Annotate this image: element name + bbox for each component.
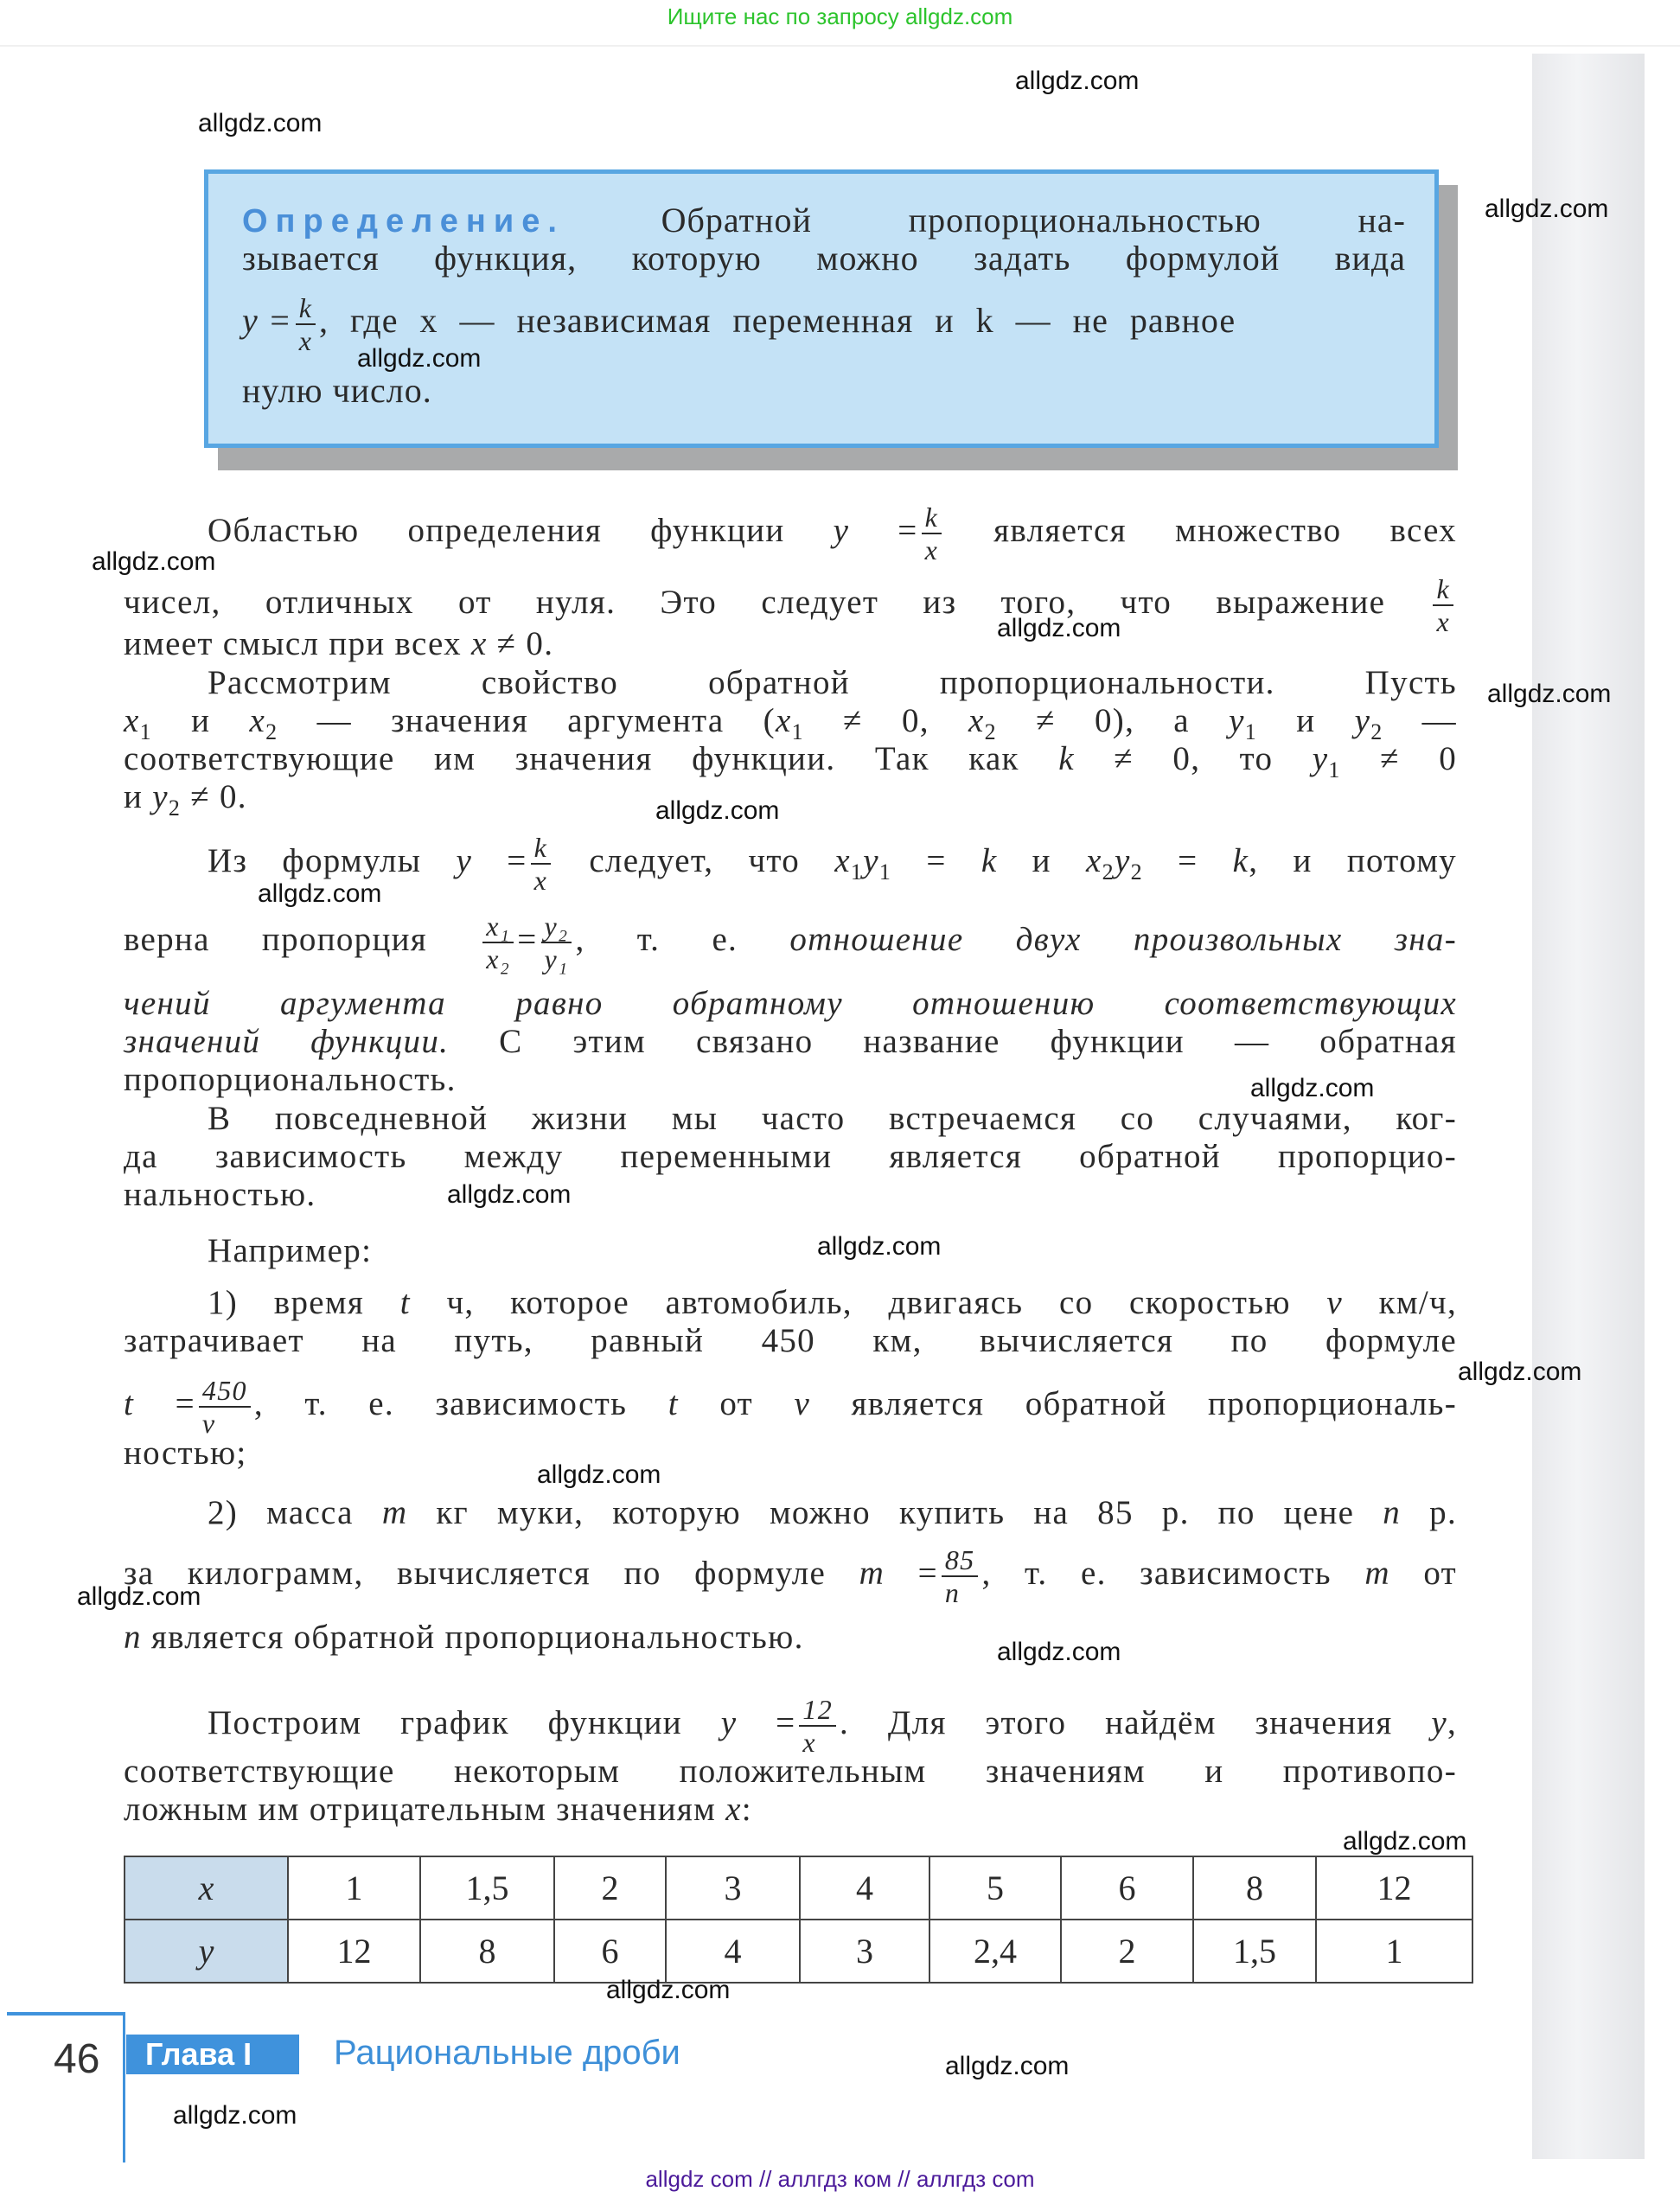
fraction xyxy=(541,910,572,974)
subscript: 2 xyxy=(1130,859,1143,885)
fraction-numerator: 85 xyxy=(942,1544,979,1577)
text-segment: является обратной пропорциональ- xyxy=(810,1384,1457,1422)
subscript: 1 xyxy=(1244,719,1258,744)
text-segment: ≠ 0), а xyxy=(996,702,1230,739)
math-variable: x xyxy=(1086,841,1102,879)
watermark: allgdz.com xyxy=(537,1460,661,1489)
watermark: allgdz.com xyxy=(258,879,382,908)
fraction xyxy=(482,910,514,974)
math-variable: значений функции. xyxy=(124,1023,450,1060)
text-segment: , т. е. зависимость xyxy=(253,1384,668,1422)
definition-text: , где x — независимая переменная и k — не равное xyxy=(318,301,1236,341)
body-line xyxy=(124,1135,1457,1179)
table-cell: 5 xyxy=(929,1856,1061,1920)
body-line xyxy=(124,1694,1457,1758)
body-line xyxy=(124,1375,1457,1439)
text-segment: Из формулы xyxy=(208,841,457,879)
text-segment: = xyxy=(737,1703,796,1741)
math-variable: k xyxy=(1232,841,1249,879)
text-segment: Построим график функции xyxy=(208,1703,721,1741)
y-header: y xyxy=(125,1920,288,1983)
table-cell: 1 xyxy=(288,1856,420,1920)
text-segment: и xyxy=(151,702,250,739)
math-variable: v xyxy=(1326,1284,1344,1321)
math-variable: y xyxy=(1229,702,1245,739)
watermark: allgdz.com xyxy=(447,1180,572,1209)
body-line xyxy=(124,1097,1457,1140)
text-segment: — значения аргумента ( xyxy=(278,702,776,739)
footer-rule-horizontal xyxy=(7,2012,125,2016)
math-variable: t xyxy=(399,1284,411,1321)
text-segment: Например: xyxy=(208,1232,373,1269)
fraction-denominator: y₁ xyxy=(544,943,569,974)
table-cell: 8 xyxy=(420,1920,554,1983)
subscript: 1 xyxy=(139,719,152,744)
watermark: allgdz.com xyxy=(1015,67,1140,95)
body-line xyxy=(124,501,1457,565)
text-segment: является множество всех xyxy=(945,511,1457,549)
table-cell: 12 xyxy=(1316,1856,1472,1920)
fraction xyxy=(799,1694,836,1758)
math-variable: m xyxy=(859,1554,885,1592)
fraction-denominator: x xyxy=(1436,606,1450,637)
text-segment: — xyxy=(1383,702,1457,739)
table-cell: 2 xyxy=(554,1856,666,1920)
fraction-denominator: x xyxy=(802,1727,816,1758)
math-variable: m xyxy=(381,1494,408,1531)
watermark: allgdz.com xyxy=(655,796,780,825)
fraction-denominator: x xyxy=(298,325,312,356)
math-variable: k xyxy=(981,841,998,879)
text-segment: ≠ 0 xyxy=(1340,740,1457,777)
definition-line-2: зывается функция, которую можно задать формулой вида xyxy=(242,239,1406,278)
text-segment: 1) время xyxy=(208,1284,400,1321)
math-variable: m xyxy=(1364,1554,1390,1592)
math-variable: отношение двух произвольных зна- xyxy=(789,920,1457,958)
table-cell: 4 xyxy=(666,1920,800,1983)
body-line xyxy=(124,1492,1457,1535)
body-line xyxy=(124,1020,1457,1064)
text-segment: Рассмотрим свойство обратной пропорциональности. Пусть xyxy=(208,664,1457,701)
fraction-numerator: k xyxy=(296,292,316,325)
text-segment: 2) масса xyxy=(208,1494,382,1531)
body-line xyxy=(124,1616,1457,1659)
fraction-denominator: x xyxy=(924,534,939,565)
body-line xyxy=(124,623,1457,666)
math-variable: y xyxy=(1114,841,1131,879)
watermark: allgdz.com xyxy=(357,344,482,373)
text-segment: ≠ 0, то xyxy=(1074,740,1313,777)
definition-text: Обратной пропорциональностью на- xyxy=(661,201,1406,240)
watermark: allgdz.com xyxy=(997,1638,1121,1666)
watermark: allgdz.com xyxy=(945,2052,1070,2080)
fraction-numerator: k xyxy=(1433,573,1453,606)
math-variable: n xyxy=(1383,1494,1402,1531)
text-segment: , xyxy=(1447,1703,1457,1741)
table-cell: 4 xyxy=(800,1856,929,1920)
math-variable: x xyxy=(834,841,851,879)
subscript: 1 xyxy=(878,859,892,885)
body-line xyxy=(124,1750,1457,1793)
fraction xyxy=(922,501,942,565)
text-segment: км/ч, xyxy=(1343,1284,1457,1321)
text-segment: пропорциональность. xyxy=(124,1061,457,1098)
subscript: 2 xyxy=(265,719,278,744)
text-segment: и xyxy=(1257,702,1355,739)
fraction-numerator: 450 xyxy=(199,1375,251,1408)
fraction-numerator: 12 xyxy=(799,1694,836,1727)
math-variable: y xyxy=(720,1703,738,1741)
body-line xyxy=(124,661,1457,705)
chapter-label: Глава I xyxy=(126,2035,299,2074)
fraction-denominator: v xyxy=(201,1408,216,1439)
text-segment: = xyxy=(517,920,538,958)
fraction xyxy=(531,832,552,896)
math-variable: t xyxy=(668,1384,679,1422)
text-segment: да зависимость между переменными является обратной пропорцио- xyxy=(124,1138,1457,1175)
text-segment: р. xyxy=(1401,1494,1458,1531)
table-cell: 8 xyxy=(1193,1856,1316,1920)
page-number: 46 xyxy=(54,2036,100,2082)
text-segment: верна пропорция xyxy=(124,920,480,958)
fraction-denominator: x xyxy=(533,865,548,896)
text-segment: = xyxy=(472,841,527,879)
text-segment: = xyxy=(1142,841,1233,879)
text-segment: следует, что xyxy=(554,841,835,879)
watermark: allgdz.com xyxy=(1458,1358,1582,1386)
definition-title: Определение. xyxy=(242,203,565,240)
text-segment: ≠ 0, xyxy=(803,702,968,739)
watermark: allgdz.com xyxy=(1343,1827,1467,1856)
formula-lhs: y = xyxy=(242,301,292,341)
subscript: 2 xyxy=(984,719,997,744)
math-variable: x xyxy=(968,702,985,739)
watermark: allgdz.com xyxy=(1485,195,1609,223)
subscript: 1 xyxy=(1328,757,1341,783)
watermark: allgdz.com xyxy=(198,109,323,137)
text-segment: ≠ 0. xyxy=(181,778,247,815)
text-segment: В повседневной жизни мы часто встречаемся со случаями, ког- xyxy=(208,1100,1457,1137)
text-segment: : xyxy=(741,1791,752,1828)
table-cell: 2 xyxy=(1061,1920,1193,1983)
math-variable: x xyxy=(775,702,792,739)
subscript: 2 xyxy=(1102,859,1115,885)
fraction-numerator: y₂ xyxy=(541,910,572,943)
math-variable: чений аргумента равно обратному отношению соответствующих xyxy=(124,985,1457,1022)
table-cell: 1 xyxy=(1316,1920,1472,1983)
table-cell: 3 xyxy=(800,1920,929,1983)
math-variable: y xyxy=(152,778,169,815)
text-segment: является обратной пропорциональностью. xyxy=(141,1619,804,1656)
table-cell: 1,5 xyxy=(1193,1920,1316,1983)
math-variable: t xyxy=(124,1384,135,1422)
top-banner[interactable]: Ищите нас по запросу allgdz.com xyxy=(667,3,1013,29)
subscript: 2 xyxy=(168,795,182,821)
table-cell: 12 xyxy=(288,1920,420,1983)
text-segment: С этим связано название функции — обратная xyxy=(449,1023,1457,1060)
text-segment: ч, которое автомобиль, двигаясь со скоростью xyxy=(410,1284,1327,1321)
fraction-numerator: k xyxy=(922,501,942,534)
text-segment: , т. е. зависимость xyxy=(981,1554,1365,1592)
text-segment: Областью определения функции xyxy=(208,511,834,549)
math-variable: x xyxy=(471,625,488,662)
text-segment: = xyxy=(134,1384,195,1422)
math-variable: k xyxy=(1058,740,1075,777)
footer-rule-vertical xyxy=(123,2014,125,2162)
watermark: allgdz.com xyxy=(77,1582,201,1611)
text-segment: чисел, отличных от нуля. Это следует из того, что выражение xyxy=(124,583,1430,621)
fraction-denominator: n xyxy=(944,1577,961,1608)
values-table xyxy=(124,1856,1473,1984)
fraction xyxy=(942,1544,979,1608)
watermark: allgdz.com xyxy=(173,2101,297,2130)
table-cell: 1,5 xyxy=(420,1856,554,1920)
math-variable: y xyxy=(863,841,879,879)
body-line xyxy=(124,1319,1457,1363)
math-variable: x xyxy=(725,1791,742,1828)
definition-line-1 xyxy=(242,199,1406,242)
watermark: allgdz.com xyxy=(817,1232,942,1261)
x-header: x xyxy=(125,1856,288,1920)
table-cell: 6 xyxy=(554,1920,666,1983)
math-variable: y xyxy=(1354,702,1371,739)
text-segment: , т. е. xyxy=(575,920,790,958)
definition-line-3 xyxy=(242,292,1406,356)
text-segment: за килограмм, вычисляется по формуле xyxy=(124,1554,859,1592)
math-variable: y xyxy=(456,841,473,879)
text-segment: = xyxy=(891,841,981,879)
math-variable: y xyxy=(1312,740,1329,777)
text-segment: затрачивает на путь, равный 450 км, вычисляется по формуле xyxy=(124,1322,1457,1359)
table-cell: 3 xyxy=(666,1856,800,1920)
text-segment: ложным им отрицательным значениям xyxy=(124,1791,726,1828)
text-segment: кг муки, которую можно купить на 85 р. по цене xyxy=(407,1494,1383,1531)
fraction xyxy=(199,1375,251,1439)
table-row-x xyxy=(125,1856,1472,1920)
watermark: allgdz.com xyxy=(1487,680,1612,708)
text-segment: = xyxy=(885,1554,938,1592)
subscript: 1 xyxy=(850,859,864,885)
watermark: allgdz.com xyxy=(997,614,1121,642)
subscript: 1 xyxy=(791,719,804,744)
table-cell: 2,4 xyxy=(929,1920,1061,1983)
chapter-title: Рациональные дроби xyxy=(334,2034,680,2072)
definition-line-4: нулю число. xyxy=(242,371,432,410)
fraction-denominator: x₂ xyxy=(486,943,511,974)
body-line xyxy=(124,982,1457,1025)
math-variable: x xyxy=(124,702,140,739)
text-segment: = xyxy=(849,511,918,549)
text-segment: и xyxy=(124,778,153,815)
text-segment: ≠ 0. xyxy=(487,625,554,662)
math-variable: x xyxy=(249,702,266,739)
math-variable: v xyxy=(794,1384,811,1422)
text-segment: нальностью. xyxy=(124,1176,316,1213)
text-segment: соответствующие некоторым положительным значениям и противопо- xyxy=(124,1753,1457,1790)
bottom-banner[interactable]: allgdz com // аллгдз ком // аллгдз com xyxy=(645,2166,1035,2192)
page-edge-shadow xyxy=(1532,54,1645,2159)
body-line xyxy=(124,1230,1457,1273)
body-line xyxy=(124,1432,1457,1475)
formula-fraction xyxy=(296,292,316,356)
text-segment: и xyxy=(997,841,1087,879)
body-line xyxy=(124,910,1457,974)
text-segment: от xyxy=(678,1384,795,1422)
body-line xyxy=(124,1281,1457,1325)
fraction-numerator: x₁ xyxy=(482,910,514,943)
table-cell: 6 xyxy=(1061,1856,1193,1920)
subscript: 2 xyxy=(1370,719,1383,744)
text-segment: от xyxy=(1389,1554,1457,1592)
watermark: allgdz.com xyxy=(92,547,216,576)
math-variable: n xyxy=(124,1619,142,1656)
math-variable: y xyxy=(1431,1703,1447,1741)
text-segment: , и потому xyxy=(1249,841,1457,879)
body-line xyxy=(124,738,1457,781)
body-line xyxy=(124,1173,1457,1217)
watermark: allgdz.com xyxy=(1250,1074,1375,1102)
text-segment: соответствующие им значения функции. Так как xyxy=(124,740,1059,777)
math-variable: y xyxy=(833,511,850,549)
body-line xyxy=(124,700,1457,743)
text-segment: ностью; xyxy=(124,1434,247,1472)
text-segment: имеет смысл при всех xyxy=(124,625,471,662)
watermark: allgdz.com xyxy=(606,1976,731,2004)
body-line xyxy=(124,776,1457,819)
fraction-numerator: k xyxy=(531,832,552,865)
table-row-y xyxy=(125,1920,1472,1983)
text-segment: . Для этого найдём значения xyxy=(840,1703,1432,1741)
body-line xyxy=(124,1788,1457,1831)
